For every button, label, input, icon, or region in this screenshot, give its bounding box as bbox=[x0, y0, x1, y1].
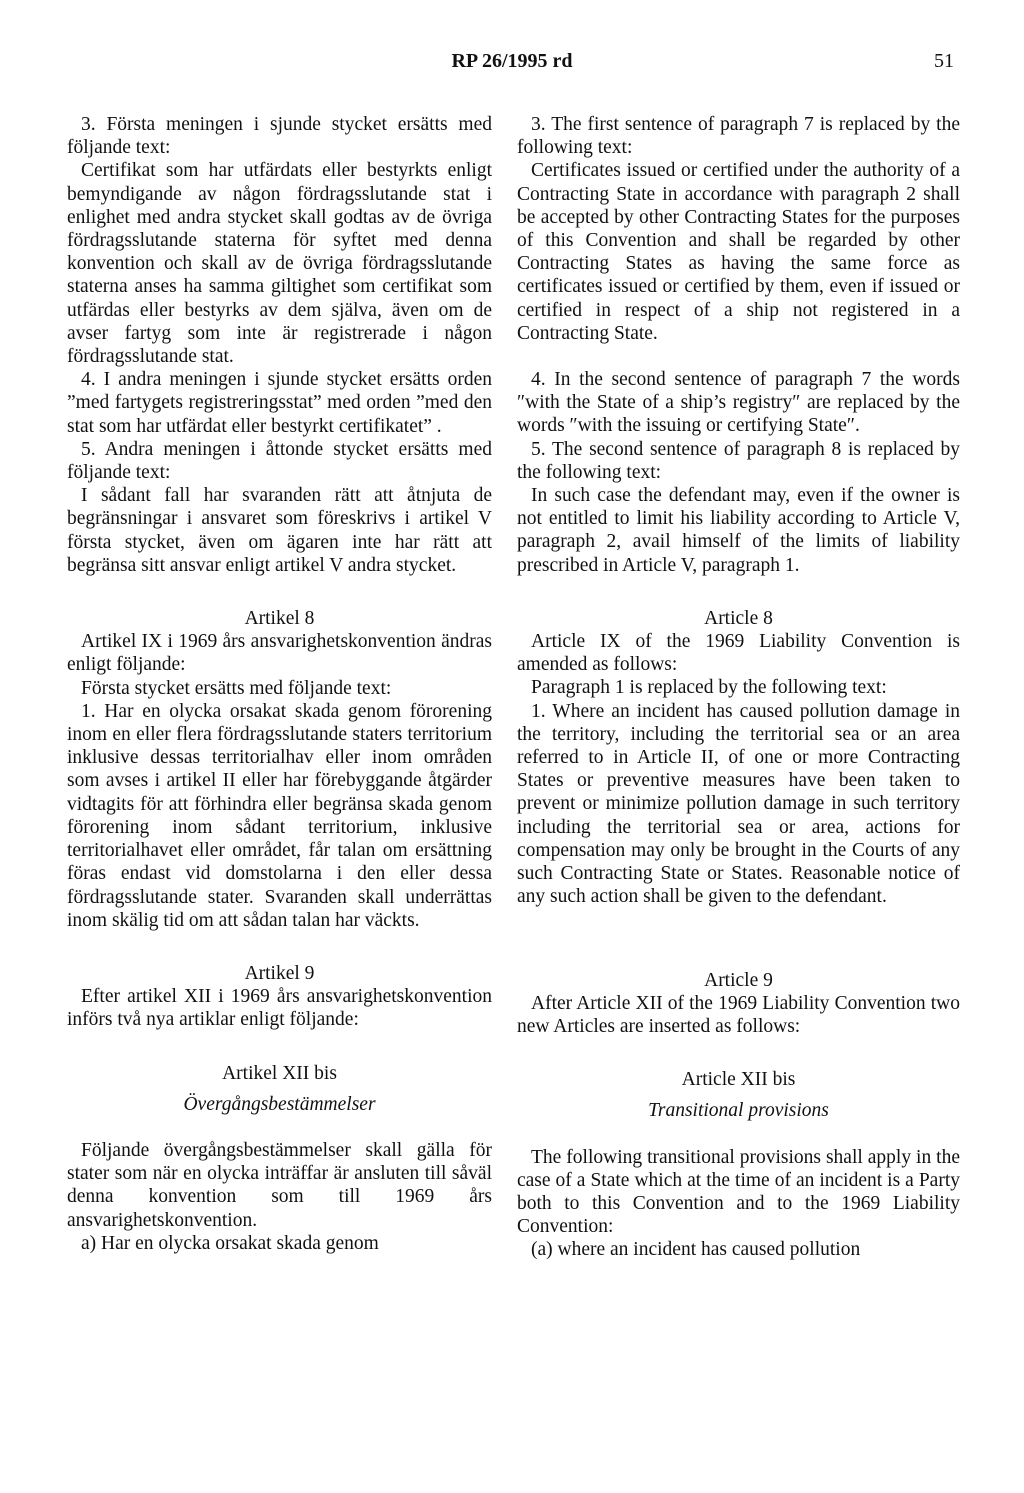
swedish-column bbox=[67, 113, 492, 1255]
article-12-bis-heading: Article XII bis bbox=[681, 1069, 796, 1091]
article-8-intro: Article IX of the 1969 Liability Convention is amended as follows: bbox=[517, 631, 960, 676]
article-8-intro: Artikel IX i 1969 års ansvarighetskonvention ändras enligt följande: bbox=[67, 631, 492, 676]
item-4: 4. I andra meningen i sjunde stycket ersätts orden ”med fartygets registreringsstat” med orden ”med den stat som har utfärdat eller bestyrkt certifikatet” . bbox=[67, 369, 492, 437]
article-12-bis-text: Följande övergångsbestämmelser skall gälla för stater som när en olycka inträffar är ansluten till såväl denna konvention som till 1969 års ansvarighetskonvention. bbox=[67, 1139, 492, 1231]
item-3-text: Certificates issued or certified under the authority of a Contracting State in accordance with paragraph 2 shall be accepted by other Contracting States for the purposes of this Convention and shall be regarded by other Contracting States as having the same force as certificates issued or certified by them, even if issued or certified in respect of a ship not registered in a Contracting State. bbox=[517, 160, 960, 344]
article-12-bis-text: The following transitional provisions shall apply in the case of a State which at the time of an incident is a Party both to this Convention and to the 1969 Liability Convention: bbox=[517, 1146, 960, 1238]
article-8-lead: Paragraph 1 is replaced by the following text: bbox=[531, 677, 887, 699]
item-4: 4. In the second sentence of paragraph 7 the words ″with the State of a ship’s registry″ are replaced by the words ″with the issuing or certifying State″. bbox=[517, 369, 960, 437]
running-head: RP 26/1995 rd bbox=[451, 50, 573, 72]
article-8-heading: Artikel 8 bbox=[244, 608, 315, 630]
article-12-bis-subheading: Övergångsbestämmelser bbox=[183, 1093, 376, 1115]
item-3-lead: 3. Första meningen i sjunde stycket ersätts med följande text: bbox=[67, 114, 492, 159]
item-3-lead: 3. The first sentence of paragraph 7 is replaced by the following text: bbox=[517, 114, 960, 159]
item-5-text: I sådant fall har svaranden rätt att åtnjuta de begränsningar i ansvaret som föreskrivs i artikel V första stycket, även om ägaren inte har rätt att begränsa sitt ansvar enligt artikel V andra stycket. bbox=[67, 485, 492, 576]
item-5-lead: 5. The second sentence of paragraph 8 is replaced by the following text: bbox=[517, 438, 960, 483]
article-12-bis-heading: Artikel XII bis bbox=[222, 1062, 337, 1084]
article-12-bis-item-a: (a) where an incident has caused pollution bbox=[531, 1239, 861, 1261]
item-5-text: In such case the defendant may, even if the owner is not entitled to limit his liability according to Article V, paragraph 2, avail himself of the limits of liability prescribed in Article V, paragraph 1. bbox=[517, 485, 960, 576]
article-8-text: 1. Where an incident has caused pollution damage in the territory, including the territorial sea or an area referred to in Article II, of one or more Contracting States or preventive measures have been taken to prevent or minimize pollution damage in such territory including the territorial sea or area, actions for compensation may only be brought in the Courts of any such Contracting State or States. Reasonable notice of any such action shall be given to the defendant. bbox=[517, 700, 960, 908]
page-number: 51 bbox=[934, 50, 954, 72]
article-12-bis-item-a: a) Har en olycka orsakat skada genom bbox=[81, 1232, 379, 1254]
article-8-text: 1. Har en olycka orsakat skada genom förorening inom en eller flera fördragsslutande staters territorium inklusive dessas territorialhav eller inom områden som avses i artikel II eller har förebyggande åtgärder vidtagits för att förhindra eller begränsa skada genom förorening inom sådant territorium, inklusive territorialhavet eller området, får talan om ersättning föras endast vid domstolarna i den eller dessa fördragsslutande stater. Svaranden skall underrättas inom skälig tid om att sådan talan har väckts. bbox=[67, 700, 492, 931]
article-8-heading: Article 8 bbox=[704, 607, 773, 629]
article-9-heading: Artikel 9 bbox=[244, 962, 315, 984]
item-3-text: Certifikat som har utfärdats eller bestyrkts enligt bemyndigande av någon fördragsslutande stat i enlighet med andra stycket skall godtas av de övriga fördragsslutande staterna för syftet med denna konvention och skall av de övriga fördragsslutande staterna anses ha samma giltighet som certifikat som utfärdas eller bestyrks av dem själva, även om de avser fartyg som inte är registrerade i någon fördragsslutande stat. bbox=[67, 160, 492, 368]
article-8-lead: Första stycket ersätts med följande text: bbox=[81, 677, 392, 699]
page-header bbox=[0, 50, 1024, 80]
article-12-bis-subheading: Transitional provisions bbox=[648, 1100, 829, 1122]
english-column bbox=[517, 113, 960, 1262]
article-9-text: After Article XII of the 1969 Liability Convention two new Articles are inserted as follows: bbox=[517, 992, 960, 1037]
article-9-heading: Article 9 bbox=[704, 969, 773, 991]
item-5-lead: 5. Andra meningen i åttonde stycket ersätts med följande text: bbox=[67, 438, 492, 484]
article-9-text: Efter artikel XII i 1969 års ansvarighetskonvention införs två nya artiklar enligt följande: bbox=[67, 986, 492, 1031]
